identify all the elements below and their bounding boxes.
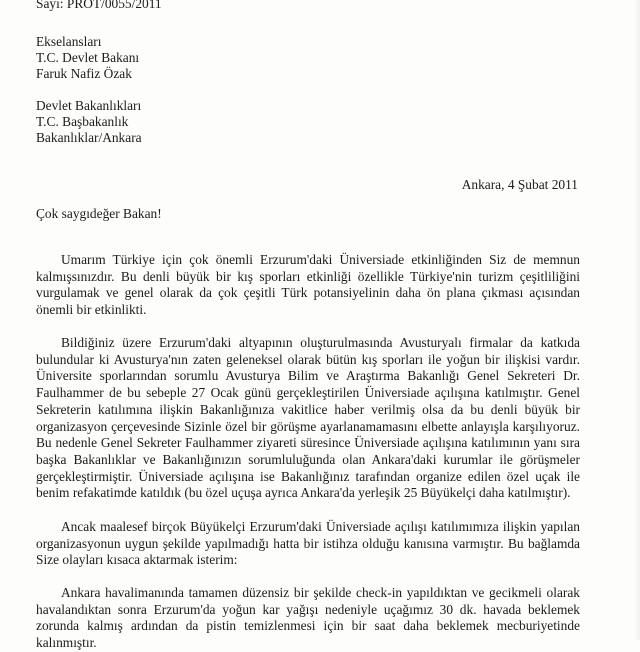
scan-edge-shadow [634, 0, 640, 640]
paragraph-1: Umarım Türkiye için çok önemli Erzurum'daki Üniversiade etkinliğinden Siz de memnun kalmışsınızdır. Bu denli büyük bir kış sporları etkinliği özellikle Türkiye'nin turizm çeşitliliğini vurgulamak ve genel olarak da çok çeşitli Türk potansiyelinin daha ön plana çıkması açısından önemli bir etkinlikti. [36, 252, 580, 318]
recipient-title: Ekselansları [36, 34, 102, 49]
address-office: T.C. Başbakanlık [36, 114, 129, 129]
address-city: Bakanlıklar/Ankara [36, 130, 142, 145]
reference-number: Sayı: PROT/0055/2011 [36, 0, 162, 11]
recipient-name: Faruk Nafiz Özak [36, 66, 132, 81]
paragraph-4: Ankara havalimanında tamamen düzensiz bir şekilde check-in yapıldıktan ve gecikmeli olarak havalandıktan sonra Erzurum'da yoğun kar yağışı nedeniyle uçağımız 30 dk. havada beklemek zorunda kalmış ardından da pistin temizlenmesi için bir saat daha beklemek mecburiyetinde kalınmıştır. [36, 585, 580, 651]
salutation: Çok saygıdeğer Bakan! [36, 206, 162, 221]
letter-date: Ankara, 4 Şubat 2011 [461, 177, 578, 192]
paragraph-3: Ancak maalesef birçok Büyükelçi Erzurum'daki Üniversiade açılışı katılımımıza ilişkin yapılan organizasyonun uygun şekilde yapılmadığı hatta bir istihza olduğu kanısına varmıştır. Bu bağlamda Size olayları kısaca aktarmak isterim: [36, 519, 580, 568]
address-ministry: Devlet Bakanlıkları [36, 98, 142, 113]
recipient-position: T.C. Devlet Bakanı [36, 50, 140, 65]
paragraph-2: Bildiğiniz üzere Erzurum'daki altyapının oluşturulmasında Avusturyalı firmalar da katkıda bulundular ki Avusturya'nın zaten geleneksel olarak bütün kış sporları ile yoğun bir ilişkisi vardır. Üniversite sporlarından sorumlu Avusturya Bilim ve Araştırma Bakanlığı Genel Sekreteri Dr. Faulhammer de bu sebeple 27 Ocak günü gerçekleştirilen Üniversiade açılışına katılmıştır. Genel Sekreterin katılımına ilişkin Bakanlığınıza vakitlice haber verilmiş olsa da bu denli büyük bir organizasyon çerçevesinde Sizinle özel bir görüşme ayarlanamamasını elbette anlayışla karşılıyoruz. Bu nedenle Genel Sekreter Faulhammer ziyareti süresince Üniversiade açılışına katılımının yanı sıra başka Bakanlıklar ve Bakanlığınızın sorumluluğunda olan Ankara'daki kurumlar ile görüşmeler gerçekleştirmiştir. Üniversiade açılışına ise Bakanlığınız tarafından organize edilen özel uçak ile benim refakatimde katıldık (bu özel uçuşa ayrıca Ankara'da yerleşik 25 Büyükelçi daha katılmıştır). [36, 335, 580, 501]
